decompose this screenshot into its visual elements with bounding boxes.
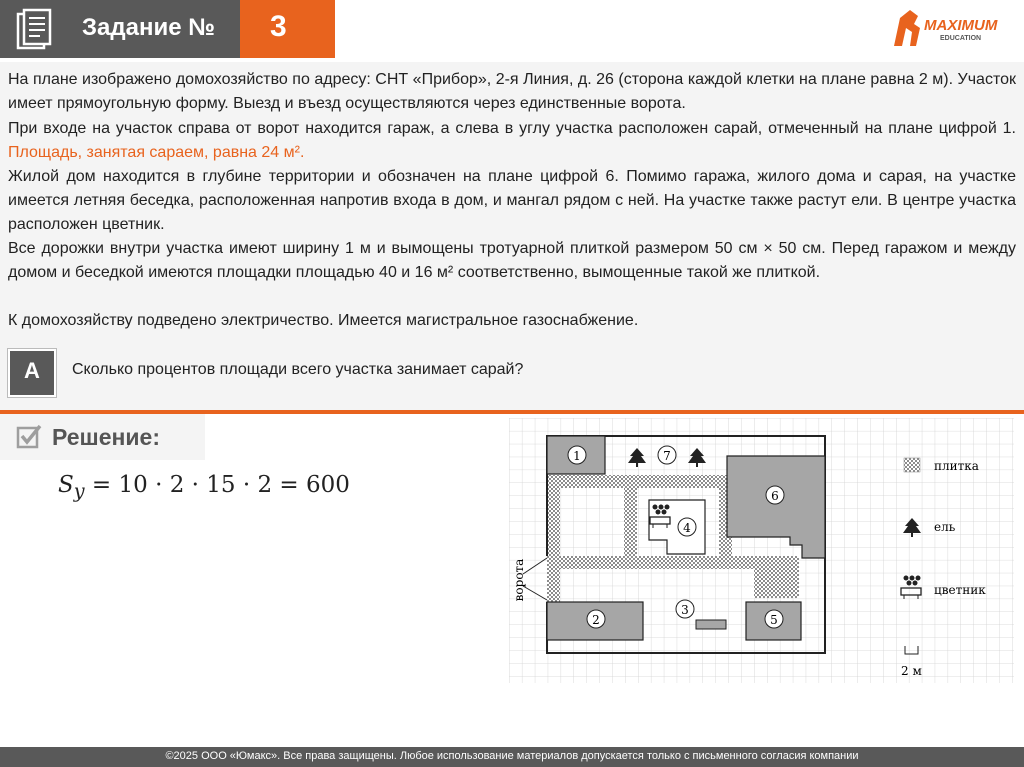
solution-title: Решение: [52, 424, 161, 450]
svg-text:1: 1 [573, 449, 581, 463]
solution-formula: $S_y = 10 \cdot 2 \cdot 15 \cdot 2 = 600$ [58, 472, 350, 503]
task-title: Задание № [82, 14, 215, 41]
problem-paragraph-5: К домохозяйству подведено электричество. Имеется магистральное газоснабжение. [8, 312, 639, 329]
paragraph-2-text: При входе на участок справа от ворот находится гараж, а слева в углу участка расположен сарай, отмеченный на плане цифрой 1. [8, 120, 1016, 137]
svg-text:MAXIMUM: MAXIMUM [924, 17, 998, 34]
svg-text:3: 3 [681, 603, 689, 617]
problem-paragraph-2 [8, 117, 1016, 165]
problem-paragraph-3: Жилой дом находится в глубине территории и обозначен на плане цифрой 6. Помимо гаража, жилого дома и сарая, на участке имеется летняя беседка, расположенная напротив входа в дом, и мангал рядом с ней. На участке также растут ели. В центре участка расположен цветник. [8, 168, 1016, 233]
problem-paragraph-1: На плане изображено домохозяйство по адресу: СНТ «Прибор», 2-я Линия, д. 26 (сторона каждой клетки на плане равна 2 м). Участок имеет прямоугольную форму. Выезд и въезд осуществляются через единственные ворота. [8, 71, 1016, 112]
gate-label: ворота [512, 558, 526, 602]
shed-area-highlight: Площадь, занятая сараем, равна 24 м². [8, 144, 305, 161]
legend-scale-label: 2 м [901, 664, 922, 678]
svg-text:2: 2 [592, 613, 600, 627]
header [0, 0, 1024, 62]
svg-text:7: 7 [663, 449, 671, 463]
legend-tree-label: ель [934, 520, 956, 534]
maximum-logo [890, 6, 1010, 52]
svg-text:6: 6 [771, 489, 779, 503]
legend-flowerbed-label: цветник [934, 583, 986, 597]
document-icon [14, 8, 54, 52]
checkbox-icon [16, 423, 42, 449]
svg-text:5: 5 [770, 613, 778, 627]
svg-text:4: 4 [683, 521, 691, 535]
legend-tile-label: плитка [934, 459, 979, 473]
question-badge: А [8, 349, 56, 397]
question-text: Сколько процентов площади всего участка занимает сарай? [72, 361, 524, 378]
site-plan [509, 418, 1014, 683]
task-number: 3 [270, 10, 287, 43]
grill [696, 620, 726, 629]
tile-swatch [904, 458, 920, 472]
problem-paragraph-4: Все дорожки внутри участка имеют ширину 1 м и вымощены тротуарной плиткой размером 50 см × 50 см. Перед гаражом и между домом и беседкой имеются площадки площадью 40 и 16 м² соответственно, вымощенные такой же плиткой. [8, 240, 1016, 281]
svg-text:EDUCATION: EDUCATION [940, 35, 982, 42]
copyright-text: ©2025 ООО «Юмакс». Все права защищены. Любое использование материалов допускается только с письменного согласия компании [165, 750, 859, 762]
header-number-box [240, 0, 335, 58]
formula-rhs: = 10 · 2 · 15 · 2 = 600 [91, 472, 350, 498]
